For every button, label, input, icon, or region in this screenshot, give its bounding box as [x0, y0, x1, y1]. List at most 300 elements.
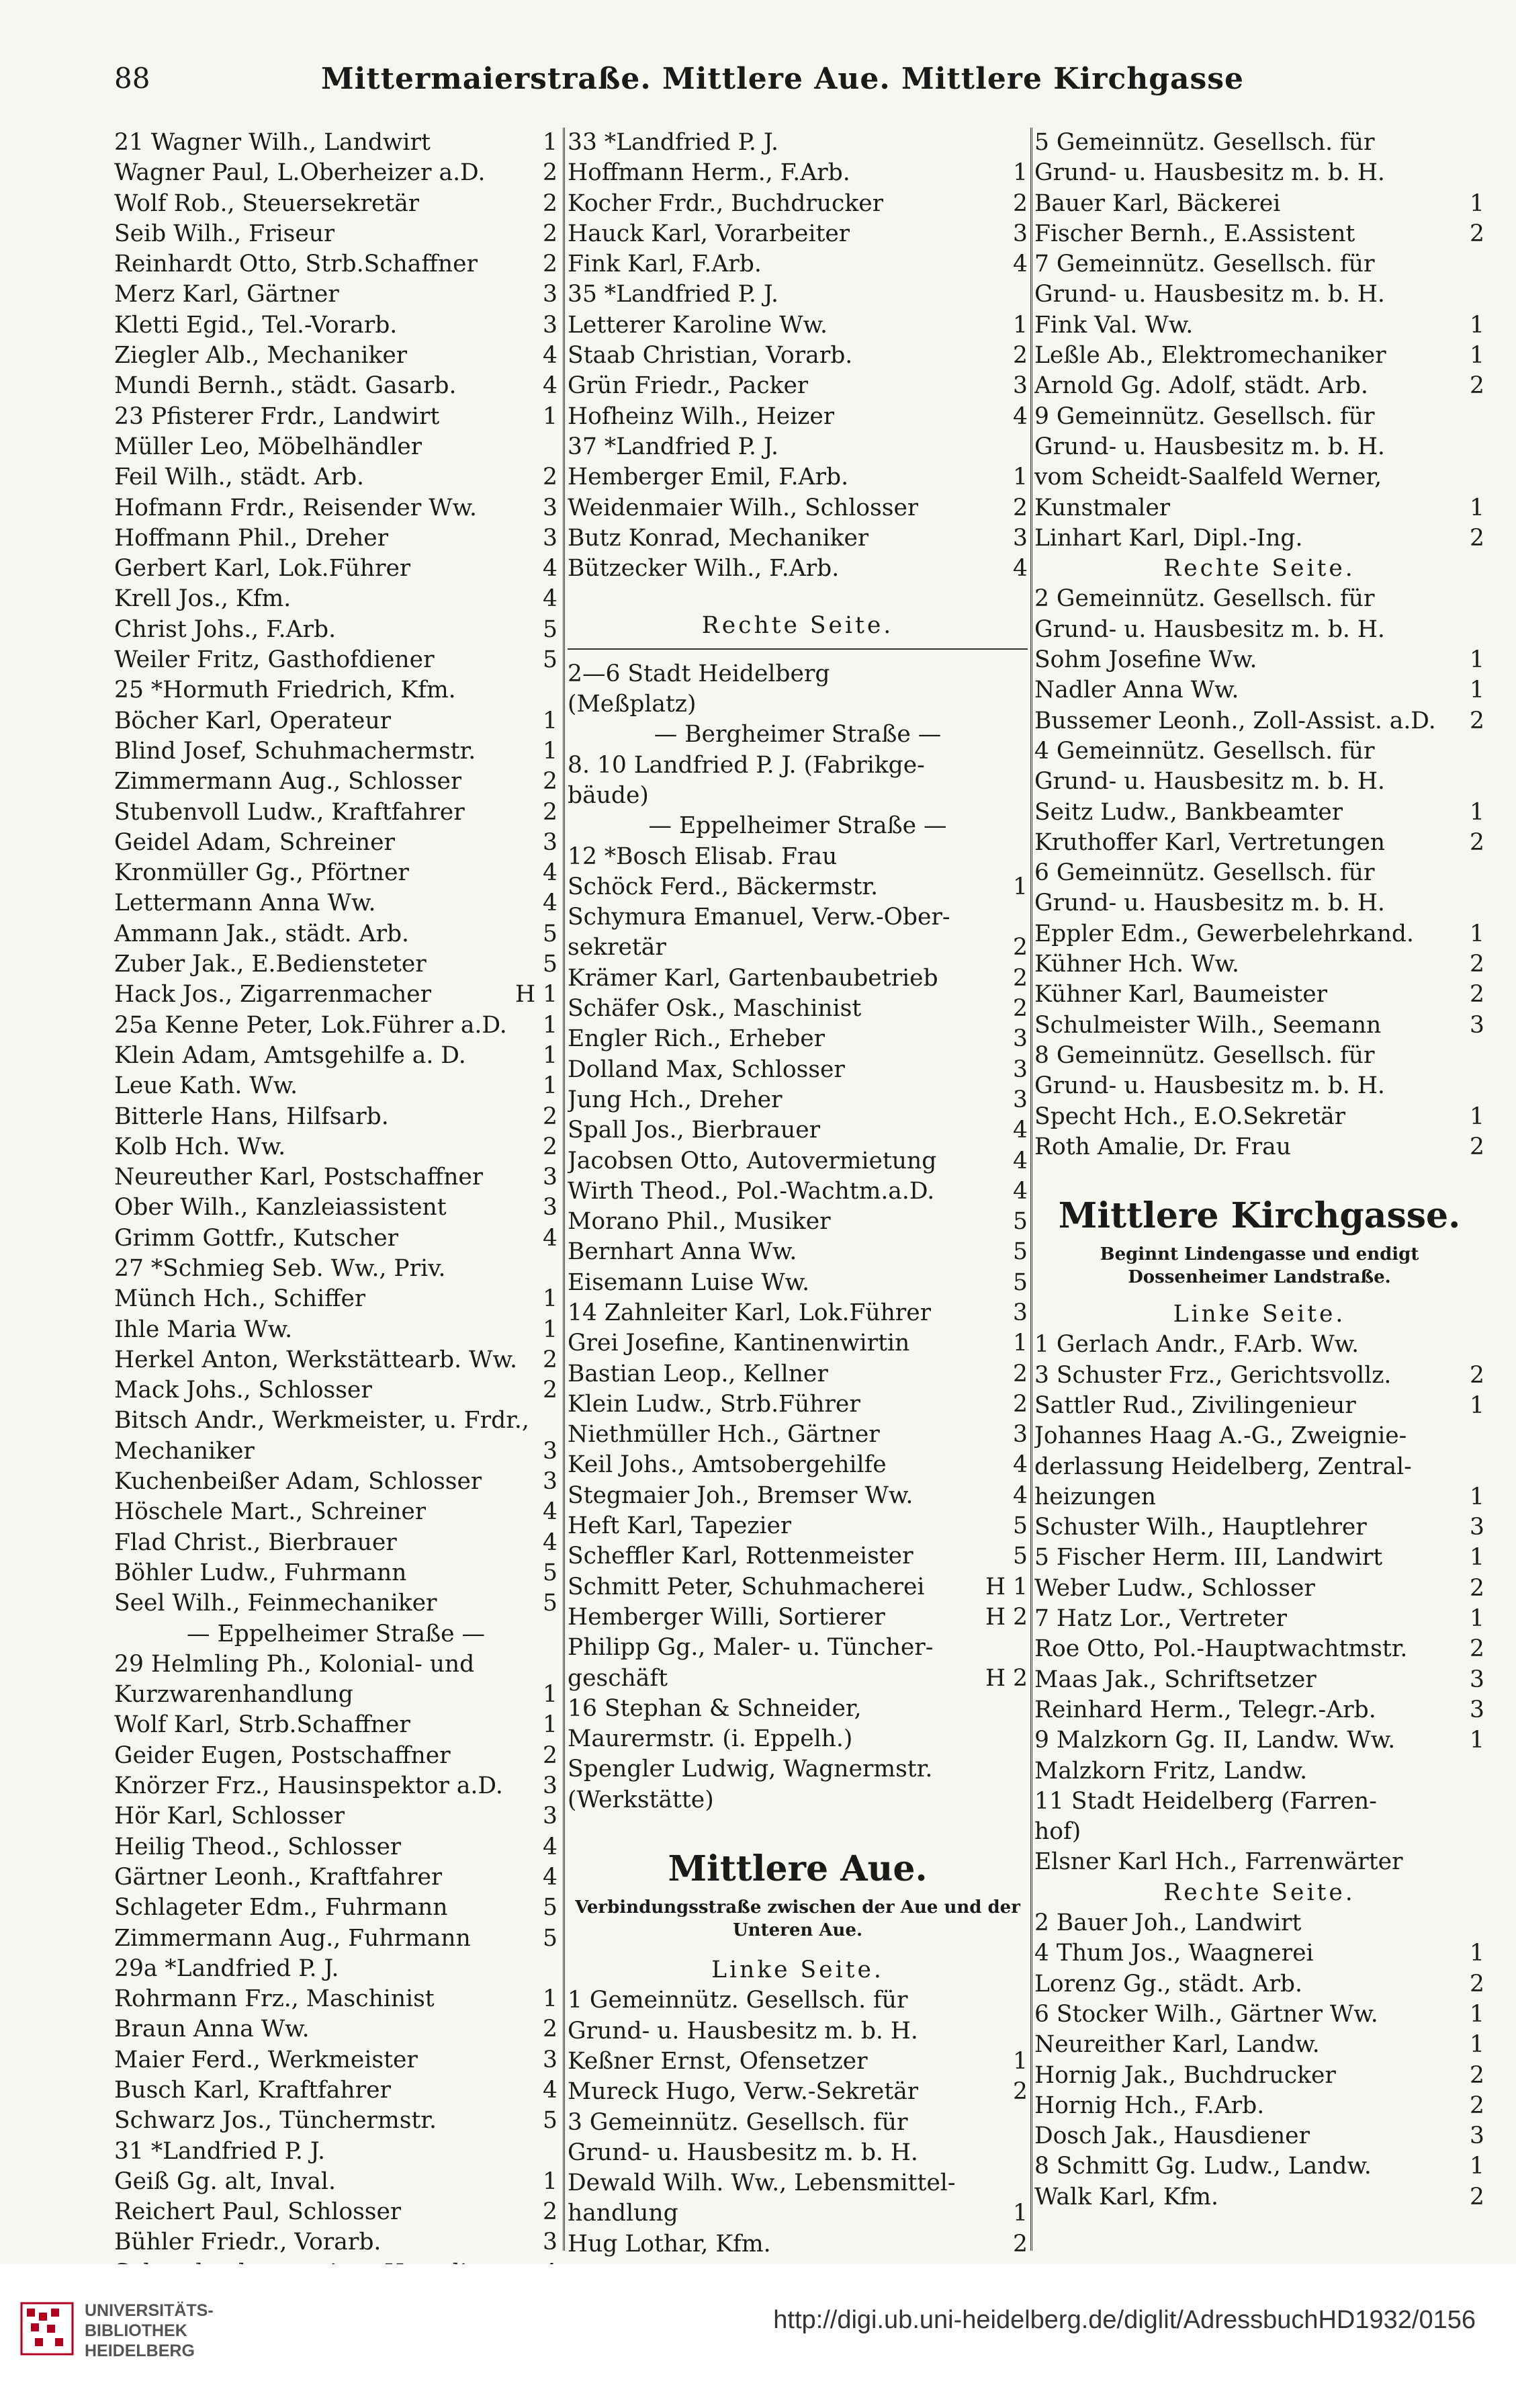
directory-entry [568, 2047, 1028, 2077]
entry-text: Klein Ludw., Strb.Führer [568, 1390, 860, 1418]
floor-number: 3 [1470, 1514, 1484, 1541]
entry-text: — Bergheimer Straße — [654, 721, 942, 748]
directory-entry [1034, 402, 1484, 432]
floor-number: 3 [1470, 1666, 1484, 1693]
entry-text: Ziegler Alb., Mechaniker [114, 342, 408, 370]
entry-text: Hornig Hch., F.Arb. [1034, 2092, 1265, 2119]
entry-text: Keßner Ernst, Ofensetzer [568, 2047, 868, 2075]
floor-number: 3 [543, 281, 558, 308]
directory-entry [114, 706, 558, 736]
directory-entry [1034, 615, 1484, 645]
entry-text: 1 Gerlach Andr., F.Arb. Ww. [1034, 1331, 1359, 1359]
floor-number: 2 [543, 1377, 558, 1404]
directory-entry [1034, 949, 1484, 980]
floor-number: 1 [1470, 646, 1484, 674]
floor-number: 4 [1013, 1117, 1028, 1144]
floor-number: 3 [543, 1803, 558, 1830]
floor-number: 3 [543, 2046, 558, 2073]
directory-entry [568, 1754, 1028, 1784]
entry-text: Zimmermann Aug., Schlosser [114, 768, 462, 796]
floor-number: 2 [1470, 524, 1484, 552]
entry-text: Bernhart Anna Ww. [568, 1238, 797, 1266]
running-title: Mittermaierstraße. Mittlere Aue. Mittlere Kirchgasse [320, 62, 1245, 96]
directory-entry [568, 1633, 1028, 1663]
entry-text: 25a Kenne Peter, Lok.Führer a.D. [114, 1011, 507, 1039]
floor-number: 2 [1013, 342, 1028, 370]
entry-text: Gerbert Karl, Lok.Führer [114, 555, 411, 583]
floor-number: 3 [543, 1468, 558, 1496]
divider [568, 648, 1028, 650]
entry-text: Arnold Gg. Adolf, städt. Arb. [1034, 372, 1368, 400]
entry-text: Bauer Karl, Bäckerei [1034, 189, 1281, 217]
floor-number: 4 [543, 1529, 558, 1556]
directory-entry [114, 1193, 558, 1223]
directory-entry [1034, 2000, 1484, 2030]
floor-number: 3 [543, 1437, 558, 1465]
footer-bar [0, 2264, 1516, 2408]
directory-entry [1034, 2030, 1484, 2060]
floor-number: 5 [1013, 1268, 1028, 1296]
directory-entry [1034, 1071, 1484, 1101]
directory-entry [114, 2045, 558, 2075]
floor-number: H 2 [985, 1664, 1028, 1692]
directory-entry [1034, 675, 1484, 705]
entry-text: vom Scheidt-Saalfeld Werner, [1034, 464, 1382, 491]
directory-entry [114, 1041, 558, 1071]
directory-entry [1034, 1421, 1484, 1451]
floor-number: 3 [1013, 1086, 1028, 1113]
floor-number: 4 [543, 890, 558, 917]
entry-text: Herkel Anton, Werkstättearb. Ww. [114, 1346, 517, 1373]
entry-text: Weber Ludw., Schlosser [1034, 1574, 1315, 1602]
directory-entry [114, 2075, 558, 2106]
entry-text: 21 Wagner Wilh., Landwirt [114, 129, 431, 156]
floor-number: 5 [543, 920, 558, 947]
directory-entry [114, 736, 558, 767]
directory-entry [1034, 1665, 1484, 1695]
directory-entry [568, 1785, 1028, 1815]
directory-entry [1034, 767, 1484, 797]
floor-number: 5 [543, 1559, 558, 1586]
entry-text: Hoffmann Herm., F.Arb. [568, 159, 850, 187]
floor-number: 2 [543, 220, 558, 247]
entry-text: Schäfer Osk., Maschinist [568, 995, 862, 1023]
floor-number: 5 [543, 615, 558, 643]
entry-text: Leue Kath. Ww. [114, 1072, 298, 1100]
directory-entry [114, 645, 558, 675]
floor-number: 4 [1013, 251, 1028, 278]
entry-text: Neureuther Karl, Postschaffner [114, 1164, 484, 1191]
entry-text: Rohrmann Frz., Maschinist [114, 1985, 435, 2013]
directory-entry [114, 1436, 558, 1467]
directory-entry [1034, 2151, 1484, 2182]
entry-text: Hofheinz Wilh., Heizer [568, 402, 835, 430]
floor-number: 3 [1013, 372, 1028, 400]
floor-number: 5 [1013, 1543, 1028, 1570]
directory-entry [1034, 1574, 1484, 1604]
entry-text: Grund- u. Hausbesitz m. b. H. [1034, 433, 1385, 460]
directory-entry [114, 341, 558, 371]
floor-number: 2 [1470, 2061, 1484, 2089]
directory-entry [114, 858, 558, 888]
directory-entry [114, 1375, 558, 1406]
entry-text: Walk Karl, Kfm. [1034, 2183, 1218, 2210]
entry-text: Seitz Ludw., Bankbeamter [1034, 798, 1343, 826]
entry-text: Schwarz Jos., Tünchermstr. [114, 2107, 437, 2135]
directory-entry [568, 1055, 1028, 1085]
entry-text: Bühler Friedr., Vorarb. [114, 2229, 382, 2256]
directory-entry [568, 1146, 1028, 1176]
directory-entry [1034, 980, 1484, 1010]
entry-text: Seel Wilh., Feinmechaniker [114, 1590, 437, 1617]
entry-text: Flad Christ., Bierbrauer [114, 1529, 397, 1556]
floor-number: 2 [543, 251, 558, 278]
entry-text: derlassung Heidelberg, Zentral- [1034, 1453, 1412, 1480]
entry-text: Stubenvoll Ludw., Kraftfahrer [114, 798, 465, 826]
entry-text: 27 *Schmieg Seb. Ww., Priv. [114, 1254, 446, 1282]
section-heading: Rechte Seite. [701, 612, 894, 640]
entry-text: 2—6 Stadt Heidelberg [568, 660, 830, 687]
directory-entry [568, 158, 1028, 188]
directory-entry [114, 1162, 558, 1193]
directory-entry [1034, 1695, 1484, 1725]
floor-number: 2 [543, 1133, 558, 1160]
floor-number: H 2 [985, 1603, 1028, 1631]
entry-text: 4 Thum Jos., Waagnerei [1034, 1940, 1314, 1967]
entry-text: Fischer Bernh., E.Assistent [1034, 220, 1355, 247]
entry-text: Bitterle Hans, Hilfsarb. [114, 1103, 389, 1130]
directory-entry [1034, 1041, 1484, 1071]
directory-entry [114, 310, 558, 341]
entry-text: Braun Anna Ww. [114, 2016, 310, 2043]
source-url-link[interactable]: http://digi.ub.uni-heidelberg.de/diglit/AdressbuchHD1932/0156 [773, 2306, 1476, 2334]
directory-entry [114, 1254, 558, 1284]
floor-number: 4 [543, 2077, 558, 2104]
entry-text: 23 Pfisterer Frdr., Landwirt [114, 402, 440, 430]
directory-entry [568, 128, 1028, 158]
entry-text: Johannes Haag A.-G., Zweignie- [1034, 1422, 1407, 1450]
entry-text: Dosch Jak., Hausdiener [1034, 2122, 1310, 2150]
floor-number: 5 [1013, 1512, 1028, 1540]
floor-number: 1 [1470, 677, 1484, 704]
entry-text: 9 Malzkorn Gg. II, Landw. Ww. [1034, 1727, 1396, 1754]
floor-number: 2 [1013, 189, 1028, 217]
directory-entry [568, 2198, 1028, 2229]
entry-text: Wolf Karl, Strb.Schaffner [114, 1711, 410, 1739]
floor-number: 1 [1013, 159, 1028, 187]
floor-number: 3 [543, 1772, 558, 1800]
entry-text: Stegmaier Joh., Bremser Ww. [568, 1481, 913, 1509]
entry-text: (Meßplatz) [568, 691, 697, 718]
floor-number: 1 [543, 1285, 558, 1313]
directory-entry [114, 1223, 558, 1254]
floor-number: 1 [1470, 311, 1484, 339]
floor-number: 1 [543, 402, 558, 430]
entry-text: Wolf Rob., Steuersekretär [114, 189, 420, 217]
directory-entry [1034, 310, 1484, 341]
directory-entry [568, 249, 1028, 280]
directory-entry [568, 994, 1028, 1024]
directory-entry [114, 1619, 558, 1649]
entry-text: Böcher Karl, Operateur [114, 707, 392, 734]
entry-text: Morano Phil., Musiker [568, 1208, 831, 1236]
floor-number: 2 [1470, 707, 1484, 734]
floor-number: 3 [543, 494, 558, 521]
entry-text: Eisemann Luise Ww. [568, 1268, 810, 1296]
directory-entry [114, 249, 558, 280]
directory-entry [1034, 828, 1484, 858]
entry-text: 12 *Bosch Elisab. Frau [568, 843, 838, 870]
directory-entry [1034, 798, 1484, 828]
entry-text: — Eppelheimer Straße — [648, 812, 947, 840]
directory-entry [568, 523, 1028, 554]
directory-entry [114, 1954, 558, 1984]
column-divider [563, 128, 565, 2251]
directory-entry [568, 1359, 1028, 1389]
directory-entry [1034, 2121, 1484, 2151]
floor-number: 2 [1470, 981, 1484, 1008]
entry-text: Grund- u. Hausbesitz m. b. H. [1034, 615, 1385, 643]
entry-text: geschäft [568, 1664, 668, 1692]
entry-text: Kruthoffer Karl, Vertretungen [1034, 828, 1385, 856]
entry-text: Mureck Hugo, Verw.-Sekretär [568, 2078, 919, 2106]
entry-text: Fink Val. Ww. [1034, 311, 1194, 339]
entry-text: Schuster Wilh., Hauptlehrer [1034, 1514, 1367, 1541]
directory-entry [1034, 1132, 1484, 1162]
entry-text: 4 Gemeinnütz. Gesellsch. für [1034, 737, 1375, 765]
directory-entry [1034, 1102, 1484, 1132]
entry-text: 3 Schuster Frz., Gerichtsvollz. [1034, 1361, 1392, 1389]
entry-text: Spall Jos., Bierbrauer [568, 1117, 821, 1144]
floor-number: 3 [543, 311, 558, 339]
directory-entry [1034, 919, 1484, 949]
floor-number: 2 [1470, 1970, 1484, 1997]
entry-text: Ober Wilh., Kanzleiassistent [114, 1194, 447, 1221]
entry-text: 9 Gemeinnütz. Gesellsch. für [1034, 402, 1375, 430]
entry-text: 8 Schmitt Gg. Ludw., Landw. [1034, 2153, 1372, 2180]
directory-entry [1034, 189, 1484, 219]
directory-entry [1034, 128, 1484, 158]
directory-entry [1034, 2061, 1484, 2091]
floor-number: 4 [543, 585, 558, 613]
directory-entry [114, 1924, 558, 1954]
entry-text: Müller Leo, Möbelhändler [114, 433, 422, 460]
directory-entry [1034, 1452, 1484, 1482]
floor-number: 3 [1013, 220, 1028, 247]
directory-entry [114, 1315, 558, 1345]
floor-number: 1 [1470, 920, 1484, 947]
directory-entry [114, 1649, 558, 1680]
floor-number: 3 [1013, 1299, 1028, 1326]
entry-text: Scheffler Karl, Rottenmeister [568, 1543, 913, 1570]
directory-entry [114, 189, 558, 219]
entry-text: Sattler Rud., Zivilingenieur [1034, 1391, 1356, 1419]
directory-entry [1034, 1847, 1484, 1877]
floor-number: 2 [543, 159, 558, 187]
floor-number: 1 [543, 737, 558, 765]
floor-number: 2 [1470, 828, 1484, 856]
entry-text: Engler Rich., Erheber [568, 1025, 826, 1053]
directory-entry [114, 219, 558, 249]
directory-entry [114, 1345, 558, 1375]
directory-entry [568, 189, 1028, 219]
entry-text: 11 Stadt Heidelberg (Farren- [1034, 1787, 1377, 1815]
entry-text: Hemberger Willi, Sortierer [568, 1603, 885, 1631]
floor-number: 3 [1013, 1025, 1028, 1053]
floor-number: 1 [1013, 1330, 1028, 1357]
entry-text: Jacobsen Otto, Autovermietung [568, 1147, 937, 1174]
floor-number: 2 [543, 1346, 558, 1373]
section-heading: Linke Seite. [1173, 1301, 1346, 1328]
directory-entry [568, 781, 1028, 811]
floor-number: 2 [1470, 951, 1484, 978]
entry-text: Hug Lothar, Kfm. [568, 2230, 771, 2258]
directory-entry [114, 2106, 558, 2136]
floor-number: 1 [1013, 464, 1028, 491]
directory-entry [568, 689, 1028, 720]
directory-entry [568, 1237, 1028, 1267]
floor-number: 5 [543, 1894, 558, 1922]
directory-entry [568, 659, 1028, 689]
directory-entry [1034, 2182, 1484, 2212]
floor-number: 1 [1013, 2047, 1028, 2075]
directory-entry [114, 1801, 558, 1832]
directory-entry [114, 1558, 558, 1588]
directory-entry [1034, 462, 1484, 492]
entry-text: Geidel Adam, Schreiner [114, 828, 395, 856]
column-2 [568, 128, 1028, 2258]
directory-entry [568, 1572, 1028, 1602]
directory-entry [568, 902, 1028, 933]
entry-text: Höschele Mart., Schreiner [114, 1498, 427, 1526]
entry-text: 8 Gemeinnütz. Gesellsch. für [1034, 1041, 1375, 1069]
library-logo[interactable] [20, 2298, 214, 2372]
floor-number: 3 [543, 2229, 558, 2256]
directory-entry [568, 963, 1028, 994]
floor-number: 4 [543, 342, 558, 370]
page-number: 88 [114, 62, 150, 95]
directory-entry [568, 1664, 1028, 1694]
directory-entry [114, 128, 558, 158]
floor-number: 4 [543, 372, 558, 400]
floor-number: 1 [1470, 1727, 1484, 1754]
floor-number: 2 [1013, 964, 1028, 992]
directory-entry [114, 1071, 558, 1101]
entry-text: Hoffmann Phil., Dreher [114, 524, 389, 552]
directory-entry [114, 888, 558, 918]
floor-number: 1 [543, 129, 558, 156]
directory-entry [114, 1588, 558, 1619]
entry-text: Zuber Jak., E.Bediensteter [114, 951, 427, 978]
directory-entry [114, 2137, 558, 2167]
floor-number: 2 [1013, 2230, 1028, 2258]
street-description: Beginnt Lindengasse und endigt Dossenheimer Landstraße. [1100, 1244, 1419, 1288]
directory-entry [1034, 1634, 1484, 1664]
directory-entry [114, 1710, 558, 1740]
floor-number: 1 [1470, 189, 1484, 217]
floor-number: 5 [1013, 1238, 1028, 1266]
directory-entry [568, 1176, 1028, 1207]
directory-entry [114, 493, 558, 523]
entry-text: Grund- u. Hausbesitz m. b. H. [568, 2017, 918, 2045]
entry-text: 29a *Landfried P. J. [114, 1954, 339, 1982]
directory-entry [114, 1102, 558, 1132]
floor-number: 2 [1013, 934, 1028, 961]
directory-entry [1034, 493, 1484, 523]
entry-text: Leßle Ab., Elektromechaniker [1034, 342, 1386, 370]
directory-entry [568, 1207, 1028, 1237]
entry-text: 35 *Landfried P. J. [568, 281, 778, 308]
entry-text: Keil Johs., Amtsobergehilfe [568, 1451, 887, 1479]
entry-text: Mechaniker [114, 1437, 255, 1465]
directory-entry [568, 2016, 1028, 2047]
directory-entry [568, 842, 1028, 872]
entry-text: Hornig Jak., Buchdrucker [1034, 2061, 1336, 2089]
directory-entry [1034, 1482, 1484, 1512]
entry-text: Wirth Theod., Pol.-Wachtm.a.D. [568, 1177, 935, 1205]
floor-number: 4 [1013, 1451, 1028, 1479]
entry-text: heizungen [1034, 1483, 1157, 1510]
directory-entry [1034, 341, 1484, 371]
floor-number: 1 [1470, 2153, 1484, 2180]
entry-text: 2 Gemeinnütz. Gesellsch. für [1034, 585, 1375, 613]
entry-text: Maas Jak., Schriftsetzer [1034, 1666, 1317, 1693]
directory-entry [568, 280, 1028, 310]
floor-number: 2 [543, 1742, 558, 1769]
directory-entry [568, 2168, 1028, 2198]
floor-number: 2 [1013, 1390, 1028, 1418]
entry-text: Niethmüller Hch., Gärtner [568, 1421, 880, 1449]
directory-entry [1034, 280, 1484, 310]
floor-number: H 1 [515, 981, 558, 1008]
directory-entry [568, 462, 1028, 492]
directory-entry [568, 1694, 1028, 1724]
directory-entry [1034, 584, 1484, 614]
entry-text: Ammann Jak., städt. Arb. [114, 920, 409, 947]
directory-entry [568, 341, 1028, 371]
floor-number: 2 [543, 464, 558, 491]
entry-text: Klein Adam, Amtsgehilfe a. D. [114, 1041, 466, 1069]
floor-number: 1 [543, 1011, 558, 1039]
floor-number: 4 [1013, 1481, 1028, 1509]
floor-number: 1 [543, 2167, 558, 2195]
entry-text: Zimmermann Aug., Fuhrmann [114, 1924, 471, 1952]
floor-number: 5 [1013, 1208, 1028, 1236]
directory-entry [568, 2077, 1028, 2107]
entry-text: Specht Hch., E.O.Sekretär [1034, 1103, 1346, 1130]
directory-entry [114, 1741, 558, 1771]
directory-entry [568, 1481, 1028, 1511]
directory-entry [114, 2014, 558, 2045]
directory-entry [114, 1467, 558, 1497]
entry-text: Reinhardt Otto, Strb.Schaffner [114, 251, 478, 278]
entry-text: Reinhard Herm., Telegr.-Arb. [1034, 1696, 1376, 1723]
directory-entry [1034, 645, 1484, 675]
directory-entry [114, 798, 558, 828]
floor-number: 4 [543, 1863, 558, 1891]
directory-entry [114, 432, 558, 462]
entry-text: 8. 10 Landfried P. J. (Fabrikge- [568, 751, 925, 779]
entry-text: Grund- u. Hausbesitz m. b. H. [1034, 1072, 1385, 1100]
floor-number: 3 [543, 828, 558, 856]
floor-number: 4 [1013, 1177, 1028, 1205]
floor-number: 4 [543, 555, 558, 583]
floor-number: 2 [1470, 372, 1484, 400]
directory-entry [1034, 1391, 1484, 1421]
directory-entry [568, 811, 1028, 841]
directory-entry [568, 1420, 1028, 1450]
entry-text: Grund- u. Hausbesitz m. b. H. [1034, 768, 1385, 796]
